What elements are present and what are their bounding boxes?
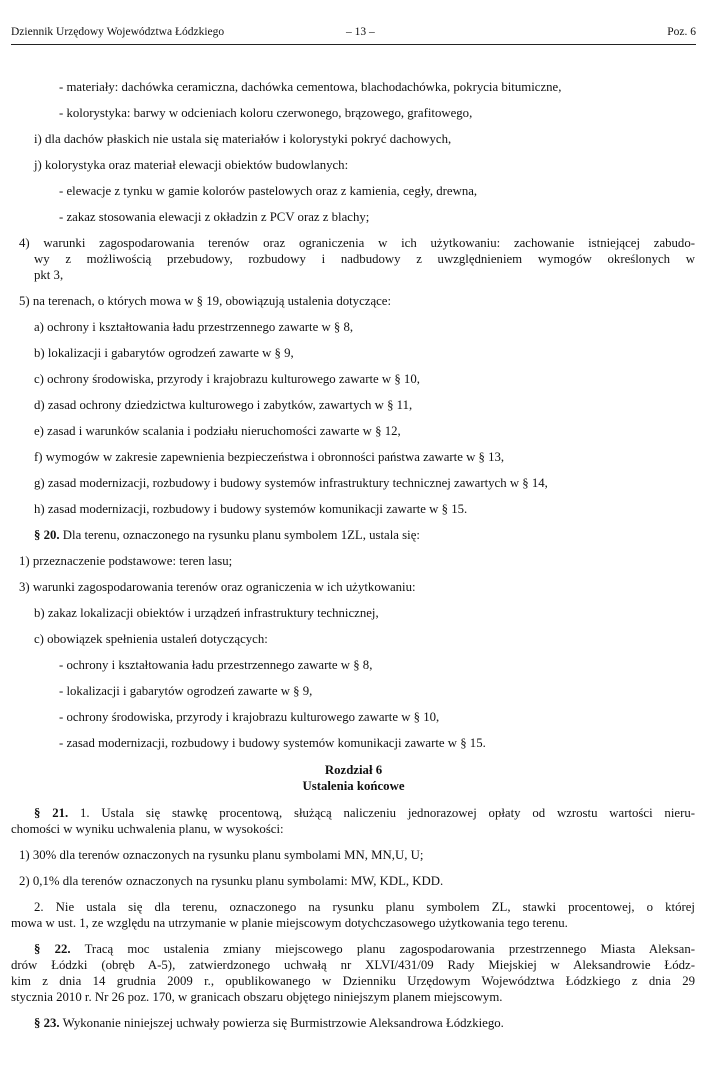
text-line: kim z dnia 14 grudnia 2009 r., opublikowanego w Dzienniku Urzędowym Województwa Łódzkiego z dnia 29 [11, 974, 695, 988]
text-line: pkt 3, [34, 268, 64, 282]
text-line: 1) 30% dla terenów oznaczonych na rysunku planu symbolami MN, MN,U, U; [19, 848, 424, 862]
page-number: – 13 – [346, 26, 375, 38]
section-number: § 20. [34, 528, 60, 542]
text-line: e) zasad i warunków scalania i podziału nieruchomości zawarte w § 12, [34, 424, 401, 438]
text-line: a) ochrony i kształtowania ładu przestrzennego zawarte w § 8, [34, 320, 354, 334]
journal-title: Dziennik Urzędowy Województwa Łódzkiego [11, 26, 225, 38]
text-line: - materiały: dachówka ceramiczna, dachówka cementowa, blachodachówka, pokrycia bitumiczne, [59, 80, 562, 94]
text-line: Tracą moc ustalenia zmiany miejscowego planu zagospodarowania przestrzennego Miasta Aleksan- [84, 942, 696, 956]
text-line: f) wymogów w zakresie zapewnienia bezpieczeństwa i obronności państwa zawarte w § 13, [34, 450, 505, 464]
text-line: b) zakaz lokalizacji obiektów i urządzeń infrastruktury technicznej, [34, 606, 379, 620]
section-number: § 21. [34, 806, 69, 820]
text-line: stycznia 2010 r. Nr 26 poz. 170, w granicach obszaru objętego niniejszym planem miejscowym. [11, 990, 503, 1004]
text-line: 2) 0,1% dla terenów oznaczonych na rysunku planu symbolami: MW, KDL, KDD. [19, 874, 444, 888]
text-line: drów Łódzki (obręb A-5), zatwierdzonego uchwałą nr XLVI/431/09 Rady Miejskiej w Aleksandrowie Łódz- [11, 958, 695, 972]
text-line: - elewacje z tynku w gamie kolorów pastelowych oraz z kamienia, cegły, drewna, [59, 184, 478, 198]
page-header [11, 26, 696, 45]
text-line: b) lokalizacji i gabarytów ogrodzeń zawarte w § 9, [34, 346, 294, 360]
text-line: - zasad modernizacji, rozbudowy i budowy systemów komunikacji zawarte w § 15. [59, 736, 486, 750]
text-line: i) dla dachów płaskich nie ustala się materiałów i kolorystyki pokryć dachowych, [34, 132, 452, 146]
paragraph-20 [34, 528, 420, 543]
text-line: - lokalizacji i gabarytów ogrodzeń zawarte w § 9, [59, 684, 313, 698]
text-line: Dla terenu, oznaczonego na rysunku planu symbolem 1ZL, ustala się: [62, 528, 420, 542]
chapter-title: Ustalenia końcowe [302, 779, 405, 793]
text-line: g) zasad modernizacji, rozbudowy i budowy systemów infrastruktury technicznej zawartych w § 14, [34, 476, 548, 490]
chapter-number: Rozdział 6 [324, 763, 383, 777]
paragraph-21 [34, 806, 695, 821]
text-line: - ochrony środowiska, przyrody i krajobrazu kulturowego zawarte w § 10, [59, 710, 440, 724]
text-line: - ochrony i kształtowania ładu przestrzennego zawarte w § 8, [59, 658, 373, 672]
position-number: Poz. 6 [667, 26, 696, 38]
text-line: 1. Ustala się stawkę procentową, służącą naliczeniu jednorazowej opłaty od wzrostu wartości nieru- [80, 806, 695, 820]
text-line: 2. Nie ustala się dla terenu, oznaczonego na rysunku planu symbolem ZL, stawki procentowej, o której [34, 900, 695, 914]
text-line: Wykonanie niniejszej uchwały powierza się Burmistrzowie Aleksandrowa Łódzkiego. [62, 1016, 504, 1030]
text-line: c) obowiązek spełnienia ustaleń dotyczących: [34, 632, 268, 646]
text-line: - zakaz stosowania elewacji z okładzin z PCV oraz z blachy; [59, 210, 370, 224]
text-line: 4) warunki zagospodarowania terenów oraz ograniczenia w ich użytkowaniu: zachowanie istniejącej zabudo- [19, 236, 695, 250]
section-number: § 23. [34, 1016, 60, 1030]
text-line: h) zasad modernizacji, rozbudowy i budowy systemów komunikacji zawarte w § 15. [34, 502, 468, 516]
paragraph-22 [34, 942, 695, 957]
text-line: mowa w ust. 1, ze względu na utrzymanie w planie miejscowym dotychczasowego użytkowania tego terenu. [11, 916, 568, 930]
text-line: - kolorystyka: barwy w odcieniach koloru czerwonego, brązowego, grafitowego, [59, 106, 473, 120]
section-number: § 22. [34, 942, 71, 956]
text-line: d) zasad ochrony dziedzictwa kulturowego i zabytków, zawartych w § 11, [34, 398, 413, 412]
paragraph-23 [34, 1016, 504, 1031]
text-line: wy z możliwością przebudowy, rozbudowy i nadbudowy z uwzględnieniem wymogów określonych w [34, 252, 695, 266]
text-line: j) kolorystyka oraz materiał elewacji obiektów budowlanych: [34, 158, 349, 172]
text-line: 5) na terenach, o których mowa w § 19, obowiązują ustalenia dotyczące: [19, 294, 392, 308]
text-line: chomości w wyniku uchwalenia planu, w wysokości: [11, 822, 284, 836]
text-line: 3) warunki zagospodarowania terenów oraz ograniczenia w ich użytkowaniu: [19, 580, 416, 594]
text-line: 1) przeznaczenie podstawowe: teren lasu; [19, 554, 233, 568]
text-line: c) ochrony środowiska, przyrody i krajobrazu kulturowego zawarte w § 10, [34, 372, 420, 386]
